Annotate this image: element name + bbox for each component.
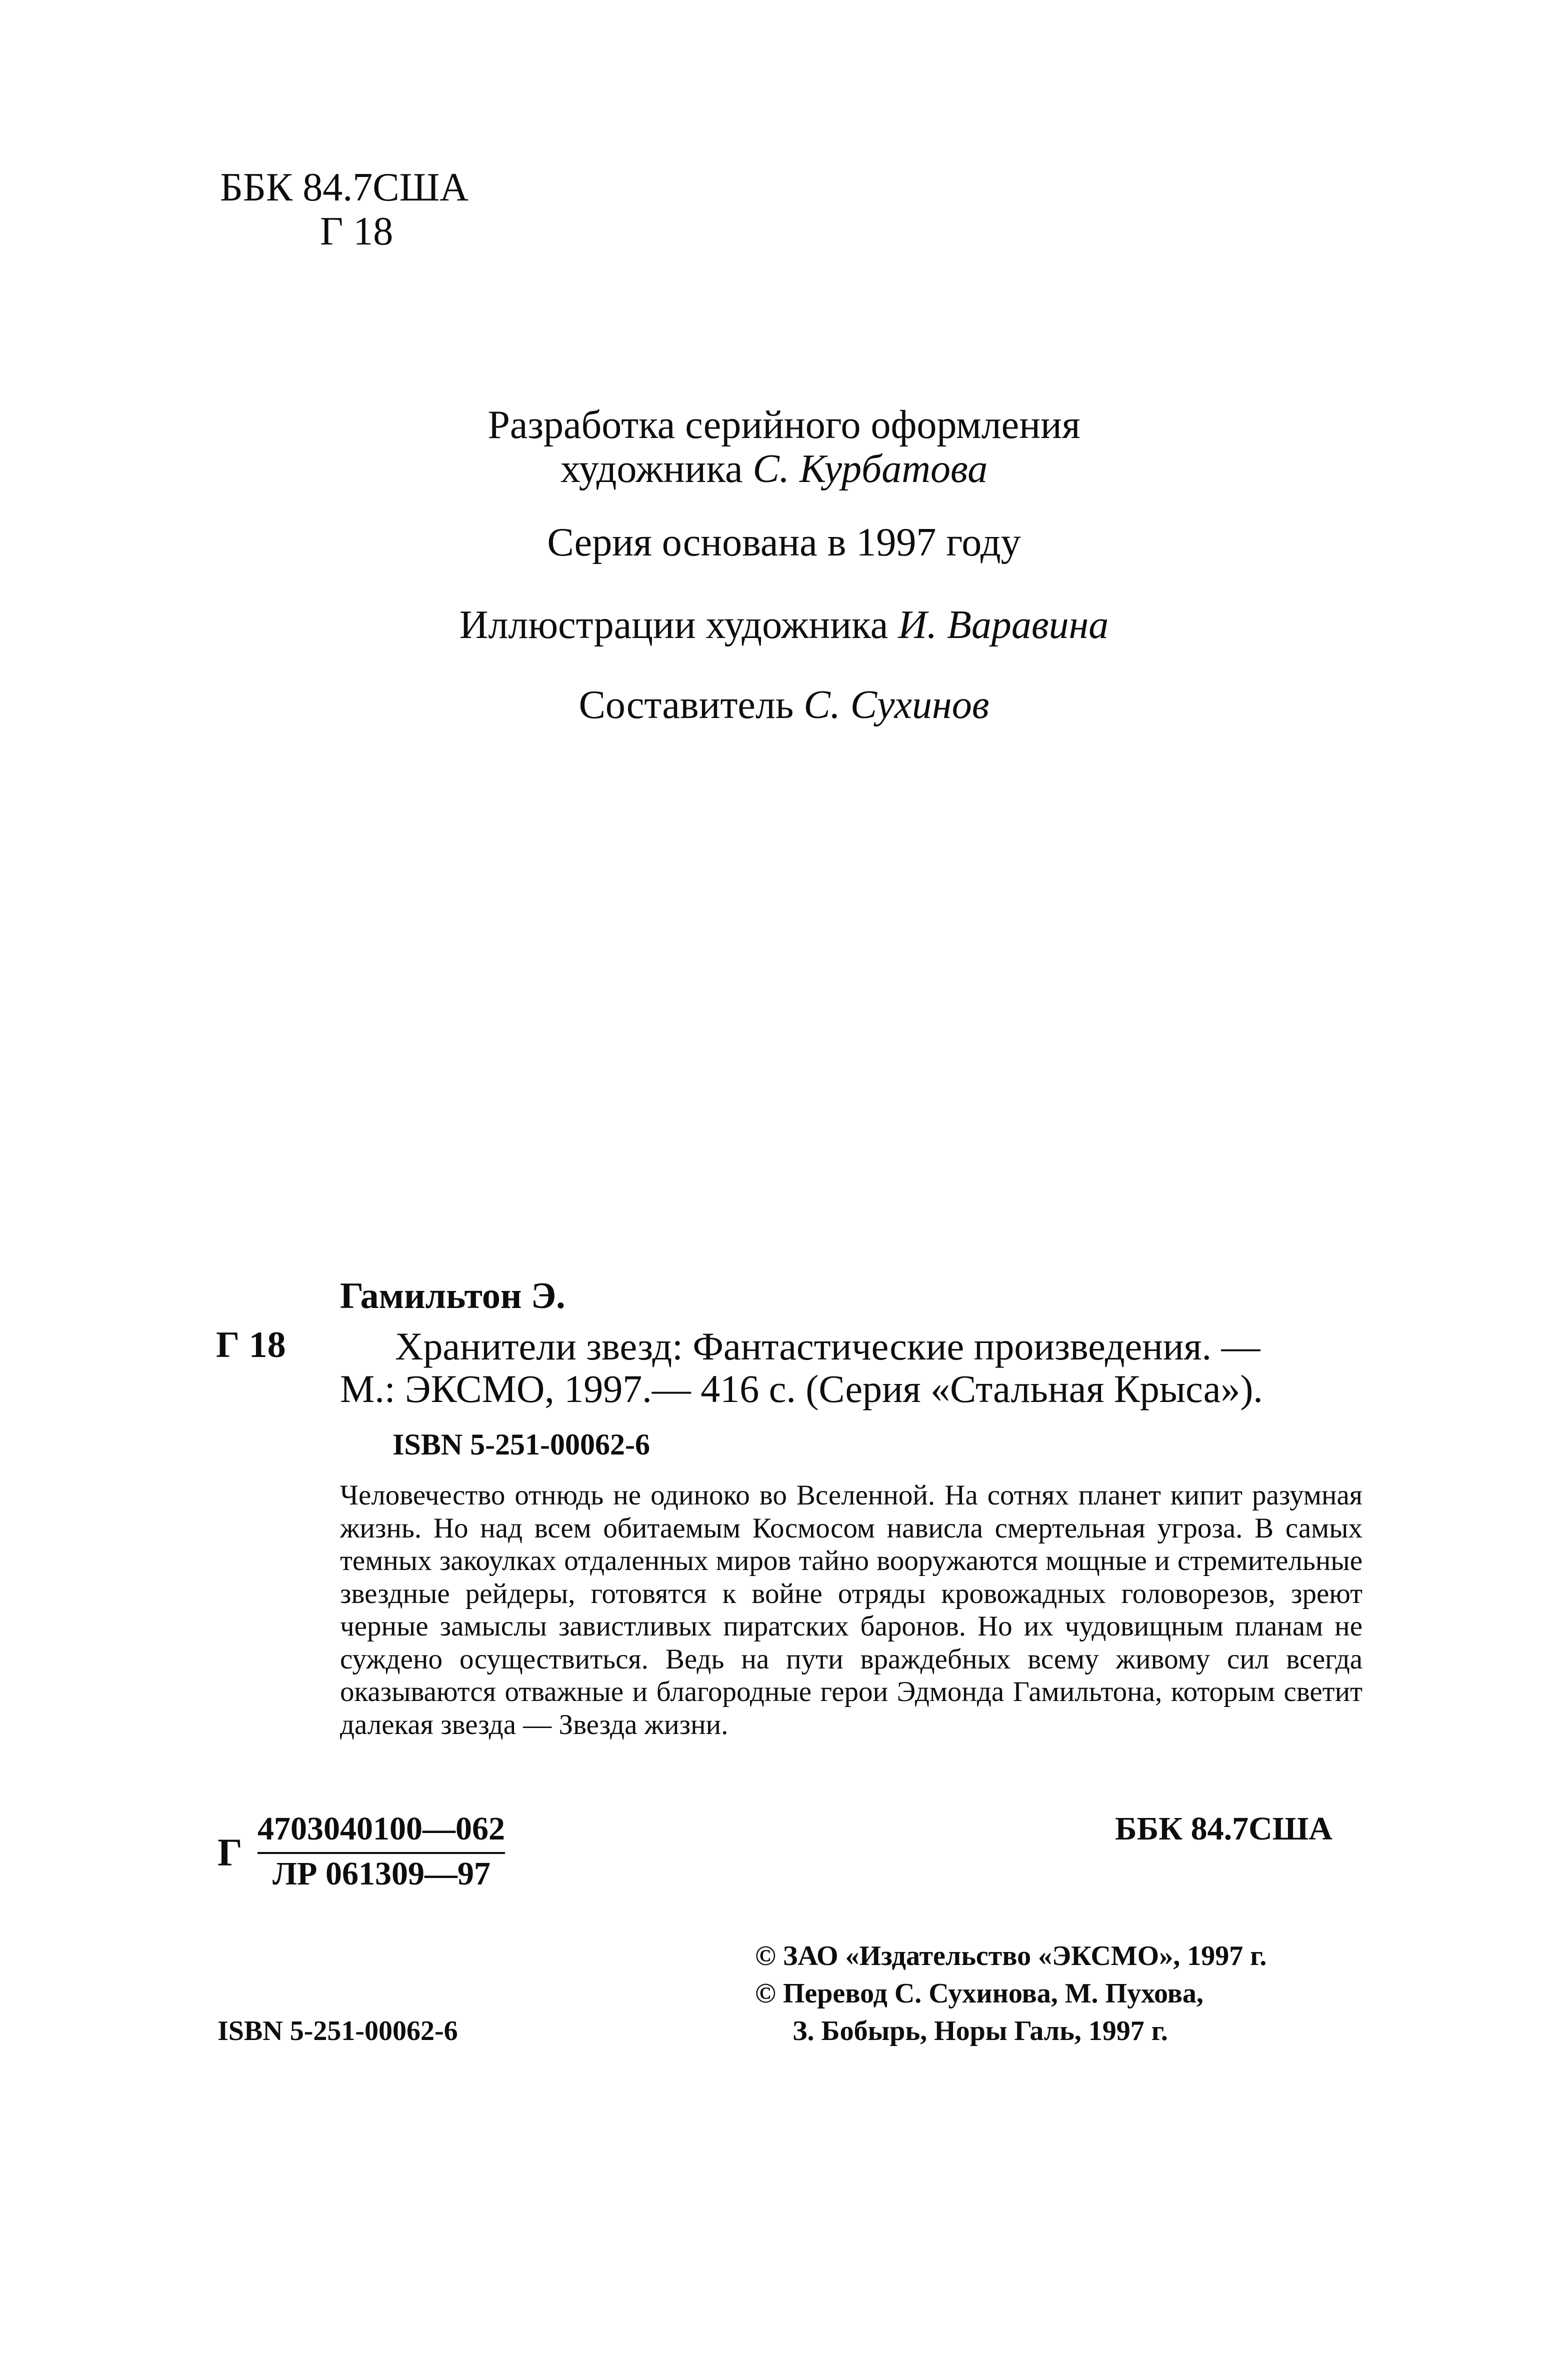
code-denominator: ЛР 061309—97 — [272, 1856, 490, 1892]
card-title-line-2: М.: ЭКСМО, 1997.— 416 с. (Серия «Стальная Крыса»). — [340, 1367, 1263, 1410]
copyright-publisher: © ЗАО «Издательство «ЭКСМО», 1997 г. — [755, 1940, 1267, 1972]
footer-bbk: ББК 84.7США — [1115, 1810, 1332, 1847]
series-design-artist-line — [0, 446, 1558, 492]
card-author: Гамильтон Э. — [340, 1276, 566, 1316]
bbk-classification: ББК 84.7США — [220, 166, 469, 210]
compiler-credit — [0, 682, 1568, 728]
code-letter: Г — [218, 1830, 242, 1874]
illustrations-artist: И. Варавина — [898, 603, 1109, 647]
compiler-prefix: Составитель — [578, 683, 804, 727]
illustrations-credit — [0, 602, 1568, 648]
illustrations-prefix: Иллюстрации художника — [459, 603, 898, 647]
series-design-artist-prefix: художника — [560, 447, 753, 491]
compiler-name: С. Сухинов — [804, 683, 990, 727]
card-isbn: ISBN 5-251-00062-6 — [392, 1428, 650, 1461]
card-annotation: Человечество отнюдь не одиноко во Вселенной. На сотнях планет кипит разумная жизнь. Но над всем обитаемым Космосом нависла смертельная угроза. В самых темных закоулках отдаленных миров тайно вооружаются мощные и стремительные звездные рейдеры, готовятся к войне отряды кровожадных головорезов, зреют черные замыслы завистливых пиратских баронов. Но их чудовищным планам не суждено осуществиться. Ведь на пути враждебных всему живому сил всегда оказываются отважные и благородные герои Эдмонда Гамильтона, которым светит далекая звезда — Звезда жизни. — [340, 1480, 1362, 1740]
series-design-credit: Разработка серийного оформления — [488, 403, 1080, 447]
footer-isbn: ISBN 5-251-00062-6 — [218, 2016, 458, 2046]
series-founded: Серия основана в 1997 году — [547, 520, 1021, 564]
card-index: Г 18 — [216, 1324, 286, 1366]
card-title-line-1: Хранители звезд: Фантастические произведения. — — [395, 1324, 1260, 1368]
copyright-translation: © Перевод С. Сухинова, М. Пухова, — [755, 1978, 1204, 2009]
author-index: Г 18 — [320, 210, 394, 254]
copyright-translation-cont: З. Бобырь, Норы Галь, 1997 г. — [792, 2016, 1168, 2046]
code-numerator: 4703040100—062 — [258, 1810, 505, 1854]
series-design-artist: С. Курбатова — [752, 447, 988, 491]
